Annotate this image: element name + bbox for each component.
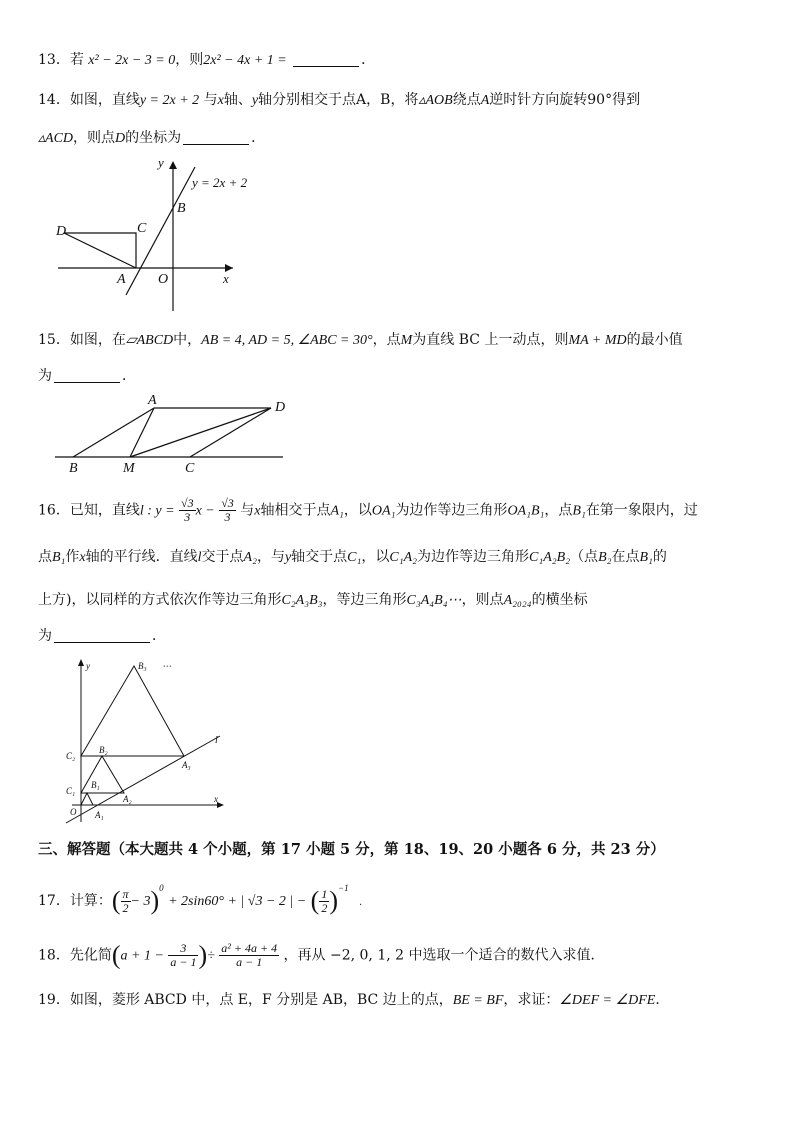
label-a1: A₁ xyxy=(95,810,104,820)
label-b1: B₁ xyxy=(91,780,100,790)
question-16-line-4: 为 ． xyxy=(38,628,166,644)
label-a3: A₃ xyxy=(182,760,191,770)
label-l: l xyxy=(215,735,218,746)
question-13: 13．若 x² − 2x − 3 = 0，则2x² − 4x + 1 = ． xyxy=(38,52,376,68)
question-14-line-1: 14．如图，直线y = 2x + 2 与x轴、y轴分别相交于点A，B，将▵AOB绕点A逆时针方向旋转90°得到 xyxy=(38,92,641,108)
segment-md xyxy=(130,408,271,457)
question-17: 17．计算：( $\frac{\pi}{2}$ − 3)$^0$ + 2sin60° + | √3 − 2 | − ( $\frac{1}{2}$ )$^{-1}$ . xyxy=(38,883,363,915)
label-x: x xyxy=(223,271,229,286)
answer-blank[interactable] xyxy=(183,130,249,145)
label-d: D xyxy=(275,400,286,415)
triangle-oa1b1 xyxy=(81,793,93,805)
label-y: y xyxy=(86,661,90,671)
fraction-sqrt3-over-3: $\frac{√3}{3}$ xyxy=(181,496,194,524)
y-axis-arrow xyxy=(169,161,177,169)
fraction-sqrt3-over-3: $\frac{√3}{3}$ xyxy=(221,496,234,524)
label-b3: B₃ xyxy=(138,661,147,671)
question-14-line-2: ▵ACD，则点D的坐标为 ． xyxy=(38,130,266,146)
fraction-3-over-a-minus-1: $\frac{3}{a - 1}$ xyxy=(170,941,197,969)
fraction-quadratic-over-a-minus-1: $\frac{\text{a² + 4a + 4}}{a - 1}$ xyxy=(221,941,278,969)
answer-blank[interactable] xyxy=(54,368,120,383)
question-15-line-1: 15．如图，在▱ABCD中，AB = 4, AD = 5, ∠ABC = 30°，点M为直线 BC 上一动点，则MA + MD的最小值 xyxy=(38,332,683,348)
label-m: M xyxy=(123,461,135,476)
section-3-heading: 三、解答题（本大题共 4 个小题，第 17 小题 5 分，第 18、19、20 小题各 6 分，共 23 分） xyxy=(38,841,665,858)
label-o: O xyxy=(158,272,169,287)
label-a: A xyxy=(117,272,126,287)
x-axis-arrow xyxy=(217,802,224,808)
question-16-line-3: 上方)，以同样的方式依次作等边三角形C₂A₃B₃，等边三角形C₃A₄B₄⋯，则点A₂₀₂₄的横坐标 xyxy=(38,592,588,608)
label-c2: C₂ xyxy=(66,751,76,761)
label-o: O xyxy=(70,807,77,817)
fraction-pi-over-2: $\frac{\pi}{2}$ xyxy=(122,886,129,915)
label-a: A xyxy=(148,393,157,408)
label-c: C xyxy=(185,461,195,476)
question-15-line-2: 为 ． xyxy=(38,368,136,384)
answer-blank[interactable] xyxy=(293,52,359,67)
y-axis-arrow xyxy=(78,659,84,666)
label-dots: ⋯ xyxy=(162,661,171,671)
label-b: B xyxy=(69,461,78,476)
label-c1: C₁ xyxy=(66,786,76,796)
triangle-c1a2b2 xyxy=(81,756,124,793)
question-number: 13． xyxy=(38,52,70,68)
label-c: C xyxy=(137,221,147,236)
figure-q14 xyxy=(50,155,250,315)
figure-q16 xyxy=(62,657,232,827)
label-d: D xyxy=(56,224,67,239)
label-x: x xyxy=(214,794,218,804)
answer-blank[interactable] xyxy=(54,628,150,643)
label-a2: A₂ xyxy=(123,794,132,804)
fraction-1-over-2: $\frac{1}{2}$ xyxy=(321,886,328,915)
segment-da xyxy=(64,233,136,268)
question-18: 18．先化简(a + 1 − $\frac{3}{a - 1}$ )÷ $\frac{\text{a² + 4a + 4}}{a - 1}$ ，再从 −2, 0, 1, 2 中选取一个适合的数代入求值． xyxy=(38,940,605,970)
label-y: y xyxy=(158,155,164,170)
triangle-c2a3b3 xyxy=(81,666,184,756)
label-line: y = 2x + 2 xyxy=(192,175,248,190)
question-19: 19．如图，菱形 ABCD 中，点 E，F 分别是 AB，BC 边上的点，BE = BF，求证：∠DEF = ∠DFE． xyxy=(38,992,670,1008)
label-b: B xyxy=(177,201,186,216)
question-16-line-1: 16．已知，直线l : y = $\frac{√3}{3}$ x − $\frac{√3}{3}$ 与x轴相交于点A₁，以OA₁为边作等边三角形OA₁B₁，点B₁在第一象限内，过 xyxy=(38,496,698,524)
question-16-line-2: 点B₁作x轴的平行线．直线l交于点A₂，与y轴交于点C₁，以C₁A₂为边作等边三角形C₁A₂B₂（点B₂在点B₁的 xyxy=(38,549,667,565)
figure-q15 xyxy=(55,392,295,474)
label-b2: B₂ xyxy=(99,745,108,755)
